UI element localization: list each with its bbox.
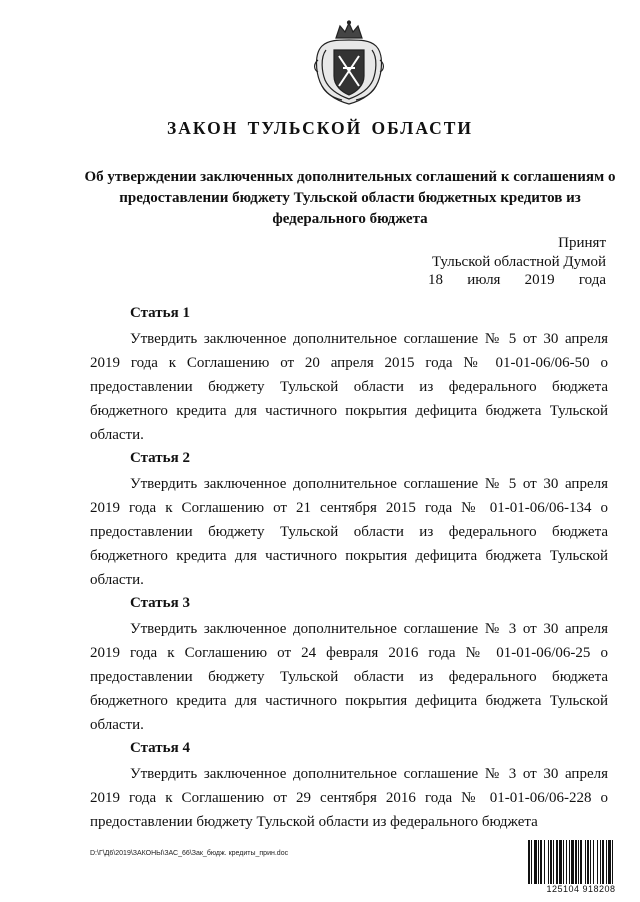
document-subtitle: Об утверждении заключенных дополнительных соглашений к соглашениям о предоставлении бюджету Тульской области бюджетных кредитов из федерального бюджета (84, 169, 616, 227)
adoption-year: 2019 (524, 272, 555, 288)
article-4 (90, 738, 608, 834)
document-title: ЗАКОН ТУЛЬСКОЙ ОБЛАСТИ (166, 118, 474, 138)
article-1 (90, 303, 608, 447)
article-heading: Статья 3 (130, 595, 190, 611)
tula-coat-of-arms-icon (312, 20, 386, 106)
barcode-number: 125104 918208 (528, 884, 634, 894)
article-text: Утвердить заключенное дополнительное соглашение № 3 от 30 апреля 2019 года к Соглашению от 24 февраля 2016 года № 01-01-06/06-25 о предоставлении бюджету Тульской области из федерального бюджета бюджетного кредита для частичного покрытия дефицита бюджета Тульской области. (90, 621, 608, 733)
barcode-icon (527, 840, 635, 884)
article-2 (90, 448, 608, 592)
adoption-month: июля (467, 272, 501, 288)
adoption-line-2: Тульской областной Думой (431, 253, 606, 270)
article-heading: Статья 2 (130, 450, 190, 466)
adoption-date (416, 271, 606, 290)
article-text: Утвердить заключенное дополнительное соглашение № 5 от 30 апреля 2019 года к Соглашению от 20 апреля 2015 года № 01-01-06/06-50 о предоставлении бюджету Тульской области из федерального бюджета бюджетного кредита для частичного покрытия дефицита бюджета Тульской области. (90, 331, 608, 443)
article-heading: Статья 4 (130, 740, 190, 756)
adoption-line-1: Принят (558, 235, 606, 251)
adoption-block (416, 234, 606, 290)
article-heading: Статья 1 (130, 305, 190, 321)
article-text: Утвердить заключенное дополнительное соглашение № 5 от 30 апреля 2019 года к Соглашению от 21 сентября 2015 года № 01-01-06/06-134 о предоставлении бюджету Тульской области из федерального бюджета бюджетного кредита для частичного покрытия дефицита бюджета Тульской области. (90, 476, 608, 588)
file-path: D:\Г\Д6\2019\ЗАКОНЫ\ЗАС_66\Зак_бюдж. кредиты_прин.doc (90, 850, 289, 857)
article-text: Утвердить заключенное дополнительное соглашение № 3 от 30 апреля 2019 года к Соглашению от 29 сентября 2016 года № 01-01-06/06-228 о предоставлении бюджету Тульской области из федерального бюджета (90, 766, 608, 830)
adoption-day: 18 (428, 272, 443, 288)
article-3 (90, 593, 608, 737)
adoption-year-word: года (578, 272, 606, 288)
